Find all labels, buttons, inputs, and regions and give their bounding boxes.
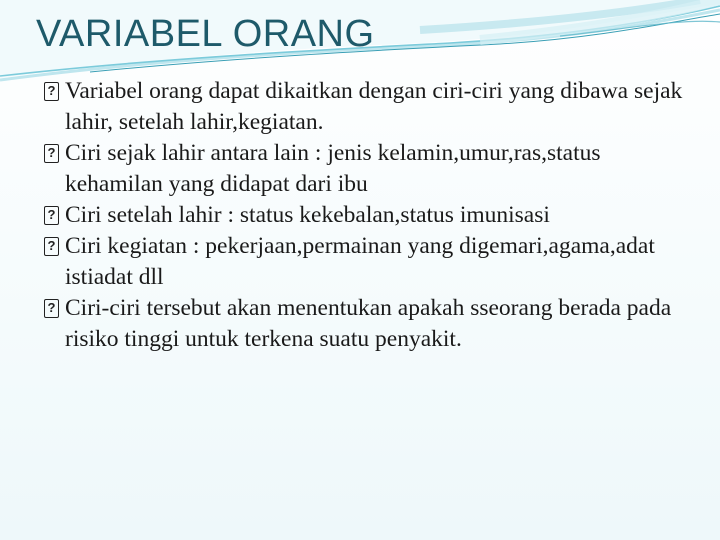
bullet-marker-icon: ? — [44, 299, 59, 318]
bullet-list — [44, 76, 684, 355]
bullet-marker-icon: ? — [44, 144, 59, 163]
bullet-item — [44, 76, 684, 138]
bullet-marker-icon: ? — [44, 82, 59, 101]
bullet-text: Ciri sejak lahir antara lain : jenis kelamin,umur,ras,status kehamilan yang didapat dari ibu — [65, 140, 601, 197]
bullet-marker-icon: ? — [44, 206, 59, 225]
bullet-text: Ciri setelah lahir : status kekebalan,status imunisasi — [65, 202, 550, 228]
bullet-text: Ciri-ciri tersebut akan menentukan apakah sseorang berada pada risiko tinggi untuk terkena suatu penyakit. — [65, 295, 672, 352]
bullet-item — [44, 200, 684, 231]
bullet-item — [44, 231, 684, 293]
bullet-marker-icon: ? — [44, 237, 59, 256]
bullet-text: Variabel orang dapat dikaitkan dengan ciri-ciri yang dibawa sejak lahir, setelah lahir,kegiatan. — [65, 78, 683, 135]
bullet-item — [44, 138, 684, 200]
bullet-text: Ciri kegiatan : pekerjaan,permainan yang digemari,agama,adat istiadat dll — [65, 233, 655, 290]
bullet-item — [44, 293, 684, 355]
slide-title: VARIABEL ORANG — [36, 13, 375, 55]
